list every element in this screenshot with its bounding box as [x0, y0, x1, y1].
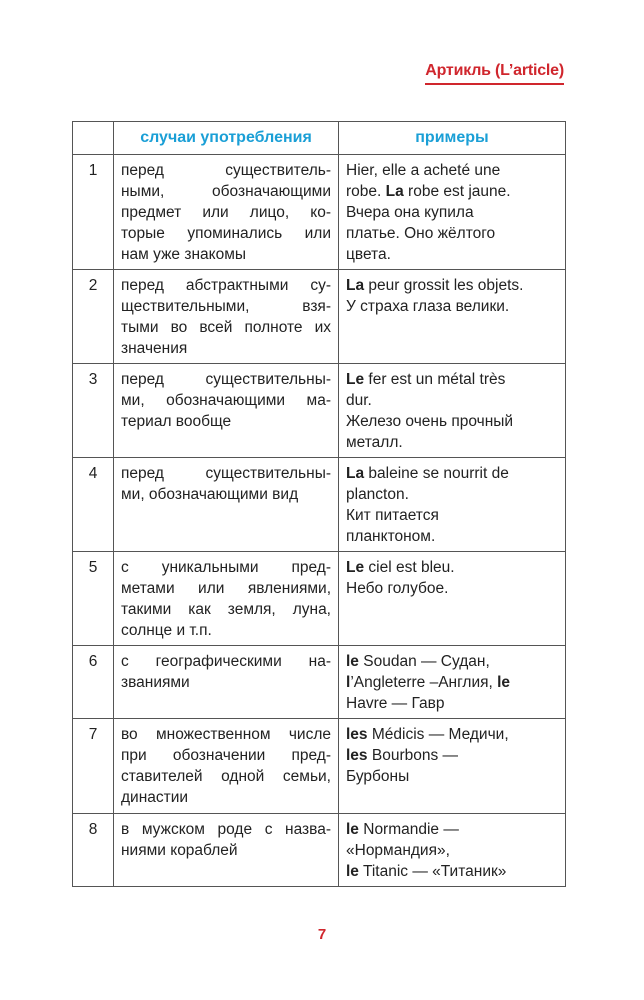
table-row	[73, 155, 566, 270]
usage-case-line: перед существитель-	[121, 162, 331, 179]
example-cell	[339, 155, 566, 270]
example-line	[346, 463, 558, 484]
example-text: У страха глаза велики.	[346, 298, 510, 315]
usage-case-line: солнце и т.п.	[121, 622, 212, 639]
row-number: 6	[73, 646, 114, 719]
usage-case-line: ставителей одной семьи,	[121, 768, 331, 785]
usage-case-line: перед существительны-	[121, 371, 331, 388]
usage-case-line: во множественном числе	[121, 726, 331, 743]
example-line	[346, 526, 558, 547]
article-highlight: le	[346, 653, 359, 670]
row-number: 1	[73, 155, 114, 270]
example-text: планктоном.	[346, 528, 436, 545]
usage-case-line: териал вообще	[121, 413, 232, 430]
example-line	[346, 369, 558, 390]
example-text: Titanic — «Титаник»	[358, 863, 507, 880]
usage-case-line: перед абстрактными су-	[121, 277, 331, 294]
table-row	[73, 719, 566, 814]
usage-case-cell	[114, 719, 339, 814]
usage-case-line: в мужском роде с назва-	[121, 821, 331, 838]
usage-case-line: ществительными, взя-	[121, 298, 331, 315]
example-cell	[339, 814, 566, 887]
example-text: «Нормандия»,	[346, 842, 450, 859]
usage-case-line: предмет или лицо, ко-	[121, 204, 331, 221]
usage-case-line: такими как земля, луна,	[121, 601, 331, 618]
example-line	[346, 390, 558, 411]
example-text: Небо голубое.	[346, 580, 449, 597]
example-line	[346, 724, 558, 745]
example-text: Bourbons —	[367, 747, 459, 764]
example-line	[346, 202, 558, 223]
example-text: Кит питается	[346, 507, 439, 524]
example-text: платье. Оно жёлтого	[346, 225, 496, 242]
article-highlight: les	[346, 726, 368, 743]
example-line	[346, 840, 558, 861]
example-text: Médicis — Медичи,	[367, 726, 509, 743]
example-line	[346, 745, 558, 766]
article-highlight: le	[497, 674, 511, 691]
article-highlight: le	[346, 821, 359, 838]
article-highlight: La	[346, 277, 365, 294]
example-line	[346, 766, 558, 787]
example-text: peur grossit les objets.	[364, 277, 524, 294]
example-line	[346, 160, 558, 181]
example-text: fer est un métal très	[364, 371, 506, 388]
example-line	[346, 411, 558, 432]
example-line	[346, 693, 558, 714]
usage-case-line: с уникальными пред-	[121, 559, 331, 576]
example-line	[346, 819, 558, 840]
usage-case-line: званиями	[121, 674, 190, 691]
example-cell	[339, 552, 566, 646]
usage-case-line: с географическими на-	[121, 653, 331, 670]
example-line	[346, 578, 558, 599]
usage-case-line: ниями кораблей	[121, 842, 238, 859]
example-text: baleine se nourrit de	[364, 465, 509, 482]
example-line	[346, 484, 558, 505]
example-line	[346, 244, 558, 265]
example-cell	[339, 646, 566, 719]
usage-case-cell	[114, 458, 339, 552]
column-header-examples: примеры	[339, 122, 566, 155]
example-text: plancton.	[346, 486, 409, 503]
table-header-row	[73, 122, 566, 155]
article-highlight: Le	[346, 559, 365, 576]
example-text: Вчера она купила	[346, 204, 474, 221]
usage-case-cell	[114, 364, 339, 458]
usage-case-line: ми, обозначающими ма-	[121, 392, 331, 409]
example-text: Hier, elle a acheté une	[346, 162, 501, 179]
example-text: Бурбоны	[346, 768, 410, 785]
example-text: цвета.	[346, 246, 391, 263]
running-title: Артикль (L’article)	[425, 62, 564, 85]
usage-case-cell	[114, 814, 339, 887]
example-line	[346, 432, 558, 453]
example-text: Normandie —	[358, 821, 459, 838]
example-line	[346, 181, 558, 202]
article-highlight: La	[346, 465, 365, 482]
example-text: Soudan — Судан,	[358, 653, 490, 670]
usage-case-line: тыми во всей полноте их	[121, 319, 331, 336]
column-header-number	[73, 122, 114, 155]
example-text: ciel est bleu.	[364, 559, 455, 576]
usage-case-line: ми, обозначающими вид	[121, 486, 299, 503]
usage-case-cell	[114, 155, 339, 270]
article-highlight: La	[385, 183, 404, 200]
example-line	[346, 672, 558, 693]
example-text: ’Angleterre –Англия,	[350, 674, 498, 691]
example-cell	[339, 719, 566, 814]
article-highlight: l	[346, 674, 351, 691]
table-row	[73, 270, 566, 364]
row-number: 4	[73, 458, 114, 552]
table-row	[73, 814, 566, 887]
usage-case-line: метами или явлениями,	[121, 580, 331, 597]
example-line	[346, 223, 558, 244]
row-number: 7	[73, 719, 114, 814]
column-header-usage: случаи употребления	[114, 122, 339, 155]
usage-case-line: перед существительны-	[121, 465, 331, 482]
example-text: dur.	[346, 392, 372, 409]
example-cell	[339, 364, 566, 458]
usage-case-cell	[114, 270, 339, 364]
usage-case-cell	[114, 646, 339, 719]
example-text: Железо очень прочный	[346, 413, 514, 430]
article-usage-table	[72, 121, 566, 887]
row-number: 3	[73, 364, 114, 458]
example-text: robe.	[346, 183, 386, 200]
example-text: Havre — Гавр	[346, 695, 445, 712]
article-highlight: Le	[346, 371, 365, 388]
usage-case-line: ными, обозначающими	[121, 183, 331, 200]
row-number: 2	[73, 270, 114, 364]
example-line	[346, 861, 558, 882]
example-line	[346, 557, 558, 578]
page-number: 7	[317, 926, 327, 943]
table-row	[73, 458, 566, 552]
table-row	[73, 552, 566, 646]
row-number: 8	[73, 814, 114, 887]
example-line	[346, 505, 558, 526]
example-line	[346, 651, 558, 672]
usage-case-line: династии	[121, 789, 189, 806]
article-highlight: les	[346, 747, 368, 764]
usage-case-line: нам уже знакомы	[121, 246, 247, 263]
example-cell	[339, 270, 566, 364]
example-line	[346, 296, 558, 317]
example-cell	[339, 458, 566, 552]
usage-case-line: при обозначении пред-	[121, 747, 331, 764]
example-text: robe est jaune.	[403, 183, 511, 200]
usage-case-line: торые упоминались или	[121, 225, 331, 242]
usage-case-line: значения	[121, 340, 188, 357]
usage-case-cell	[114, 552, 339, 646]
example-line	[346, 275, 558, 296]
table-row	[73, 364, 566, 458]
example-text: металл.	[346, 434, 403, 451]
row-number: 5	[73, 552, 114, 646]
article-highlight: le	[346, 863, 359, 880]
table-row	[73, 646, 566, 719]
